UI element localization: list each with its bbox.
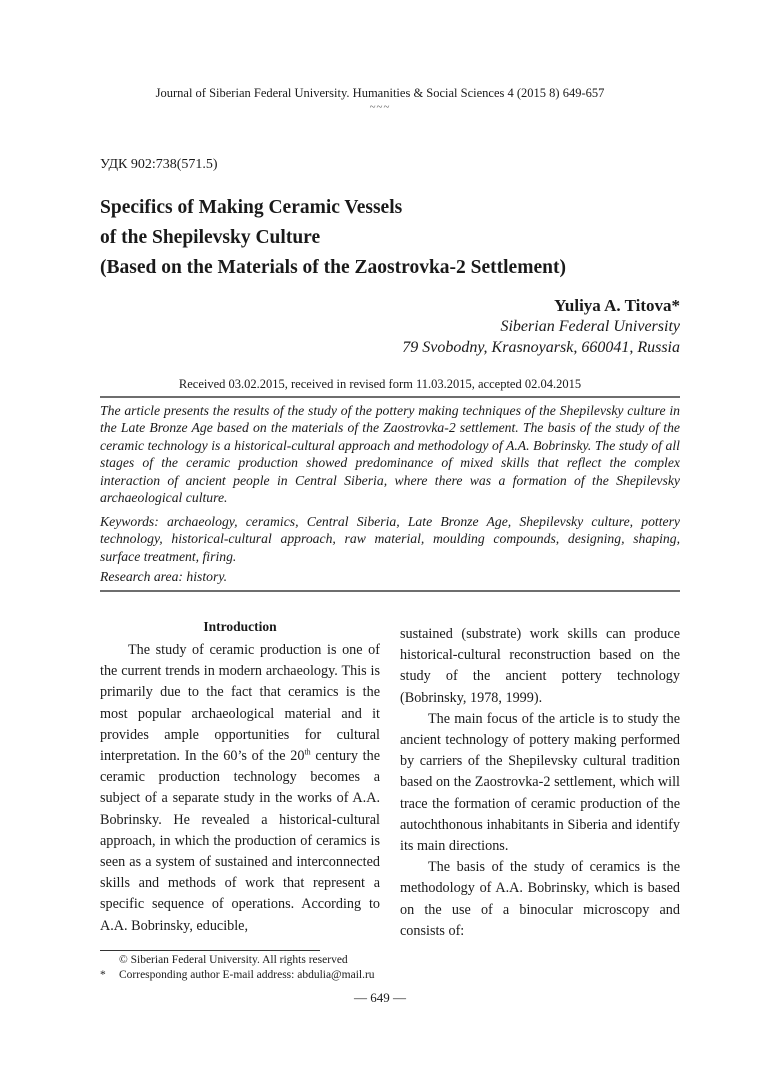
author-block bbox=[402, 295, 680, 358]
section-heading: Introduction bbox=[203, 619, 277, 634]
received-dates: Received 03.02.2015, received in revised form 11.03.2015, accepted 02.04.2015 bbox=[178, 377, 582, 391]
abstract: The article presents the results of the study of the pottery making techniques of the Shepilevsky culture in the Late Bronze Age based on the materials of the Zaostrovka-2 settlement. The basis of the study of the ceramic technology is a historical-cultural approach and methodology of A.A. Bobrinsky. The study of all stages of the ceramic production showed predominance of mixed skills that reflect the complex interaction of ancient people in Central Siberia, where there was a formation of the Shepilevsky archaeological culture. bbox=[100, 403, 680, 506]
divider bbox=[100, 396, 680, 398]
research-area: Research area: history. bbox=[100, 569, 228, 584]
superscript: th bbox=[304, 747, 311, 757]
paragraph: The basis of the study of ceramics is the methodology of A.A. Bobrinsky, which is based on the use of a binocular microscopy and consists of: bbox=[400, 859, 680, 939]
text: century the ceramic production technology becomes a subject of a separate study in the works of A.A. Bobrinsky. He revealed a historical-cultural approach, in which the production of ceramics is seen as a system of sustained and interconnected skills and methods of work that represent a specific sequence of operations. According to A.A. Bobrinsky, educible, bbox=[100, 748, 380, 934]
paragraph: sustained (substrate) work skills can produce historical-cultural reconstruction based on the study of the ancient pottery technology (Bobrinsky, 1978, 1999). bbox=[400, 626, 680, 706]
author-address: 79 Svobodny, Krasnoyarsk, 660041, Russia bbox=[402, 339, 680, 356]
text: The study of ceramic production is one of the current trends in modern archaeology. This is primarily due to the fact that ceramics is the most popular archaeological material and it provides ample opportunities for cultural interpretation. In the 60’s of the 20 bbox=[100, 642, 380, 765]
paragraph: The main focus of the article is to study the ancient technology of pottery making performed by carriers of the Shepilevsky cultural tradition based on the Zaostrovka-2 settlement, which will trace the formation of ceramic production of the autochthonous inhabitants in Siberia and identify its main directions. bbox=[400, 710, 680, 855]
body-column-left bbox=[100, 618, 380, 937]
corresponding-author-note: Corresponding author E-mail address: abdulia@mail.ru bbox=[119, 969, 375, 981]
divider bbox=[100, 590, 680, 592]
asterisk-mark: * bbox=[100, 969, 106, 981]
page-number: — 649 — bbox=[354, 990, 406, 1005]
body-column-right bbox=[400, 624, 680, 942]
author-name: Yuliya A. Titova* bbox=[554, 296, 680, 315]
footnotes bbox=[100, 953, 375, 983]
title-line: of the Shepilevsky Culture bbox=[100, 227, 321, 248]
title-line: Specifics of Making Ceramic Vessels bbox=[100, 197, 403, 218]
title-line: (Based on the Materials of the Zaostrovka-2 Settlement) bbox=[100, 257, 566, 278]
copyright-note: © Siberian Federal University. All rights reserved bbox=[119, 954, 348, 966]
footnote-divider bbox=[100, 950, 320, 951]
udk-code: УДК 902:738(571.5) bbox=[100, 157, 218, 172]
article-title bbox=[100, 193, 566, 283]
paragraph bbox=[100, 640, 380, 937]
author-affiliation: Siberian Federal University bbox=[500, 318, 680, 335]
ornament: ~~~ bbox=[369, 101, 391, 113]
keywords: Keywords: archaeology, ceramics, Central Siberia, Late Bronze Age, Shepilevsky culture, pottery technology, historical-cultural approach, raw material, moulding compounds, designing, shaping, surface treatment, firing. bbox=[100, 514, 680, 564]
running-head: Journal of Siberian Federal University. Humanities & Social Sciences 4 (2015 8) 649-657 bbox=[155, 86, 605, 100]
